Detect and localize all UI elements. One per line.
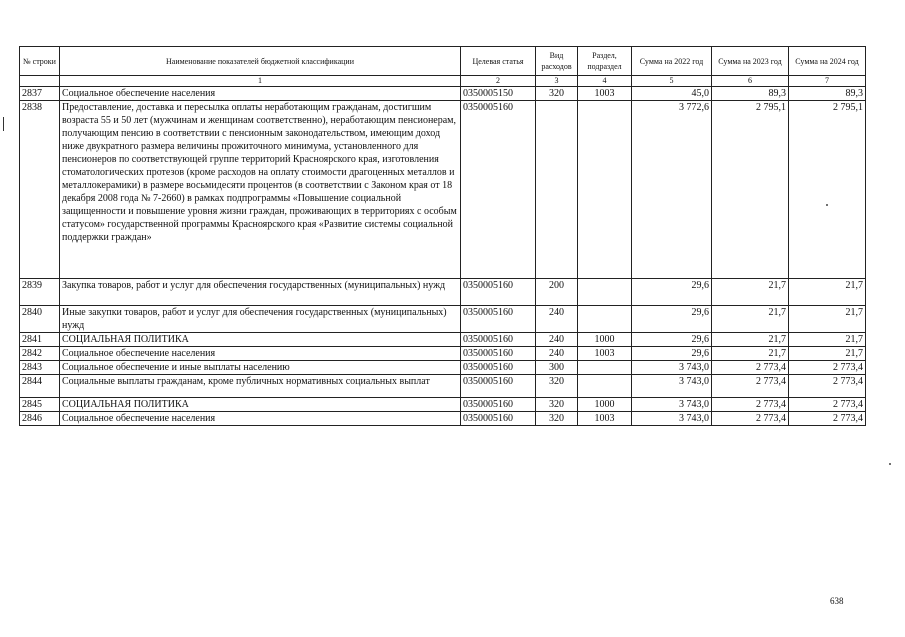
row-sum-2024: 21,7 bbox=[789, 306, 866, 333]
row-vid: 240 bbox=[536, 306, 578, 333]
row-razdel: 1003 bbox=[578, 412, 632, 426]
table-row bbox=[20, 412, 866, 426]
table-row bbox=[20, 361, 866, 375]
row-number: 2845 bbox=[20, 398, 60, 412]
row-article: 0350005160 bbox=[461, 398, 536, 412]
row-sum-2023: 2 773,4 bbox=[712, 412, 789, 426]
colnum: 3 bbox=[536, 76, 578, 87]
row-sum-2023: 21,7 bbox=[712, 279, 789, 306]
row-article: 0350005160 bbox=[461, 306, 536, 333]
header-row-no: № строки bbox=[20, 47, 60, 76]
row-sum-2024: 2 773,4 bbox=[789, 398, 866, 412]
row-article: 0350005160 bbox=[461, 412, 536, 426]
row-razdel bbox=[578, 361, 632, 375]
row-sum-2022: 29,6 bbox=[632, 279, 712, 306]
header-sum-2023: Сумма на 2023 год bbox=[712, 47, 789, 76]
colnum: 5 bbox=[632, 76, 712, 87]
header-expense-type: Вид расходов bbox=[536, 47, 578, 76]
colnum: 7 bbox=[789, 76, 866, 87]
row-sum-2024: 2 795,1 bbox=[789, 101, 866, 279]
table-row bbox=[20, 398, 866, 412]
row-razdel: 1000 bbox=[578, 333, 632, 347]
row-article: 0350005150 bbox=[461, 87, 536, 101]
row-sum-2024: 21,7 bbox=[789, 347, 866, 361]
row-sum-2023: 21,7 bbox=[712, 347, 789, 361]
row-razdel: 1003 bbox=[578, 87, 632, 101]
row-article: 0350005160 bbox=[461, 101, 536, 279]
row-sum-2023: 2 773,4 bbox=[712, 361, 789, 375]
table-row bbox=[20, 333, 866, 347]
row-sum-2022: 3 743,0 bbox=[632, 361, 712, 375]
row-number: 2842 bbox=[20, 347, 60, 361]
row-razdel bbox=[578, 101, 632, 279]
row-sum-2023: 2 795,1 bbox=[712, 101, 789, 279]
row-sum-2023: 21,7 bbox=[712, 333, 789, 347]
row-razdel: 1003 bbox=[578, 347, 632, 361]
row-article: 0350005160 bbox=[461, 333, 536, 347]
row-sum-2024: 89,3 bbox=[789, 87, 866, 101]
row-name: Социальное обеспечение населения bbox=[60, 347, 461, 361]
page-number: 638 bbox=[830, 596, 844, 606]
header-name: Наименование показателей бюджетной классификации bbox=[60, 47, 461, 76]
row-number: 2839 bbox=[20, 279, 60, 306]
colnum: 1 bbox=[60, 76, 461, 87]
row-vid: 320 bbox=[536, 398, 578, 412]
row-name: Иные закупки товаров, работ и услуг для обеспечения государственных (муниципальных) нужд bbox=[60, 306, 461, 333]
row-number: 2838 bbox=[20, 101, 60, 279]
row-name: Социальное обеспечение и иные выплаты населению bbox=[60, 361, 461, 375]
row-vid: 320 bbox=[536, 87, 578, 101]
row-sum-2022: 3 743,0 bbox=[632, 375, 712, 398]
row-number: 2837 bbox=[20, 87, 60, 101]
row-number: 2843 bbox=[20, 361, 60, 375]
row-article: 0350005160 bbox=[461, 347, 536, 361]
row-sum-2023: 2 773,4 bbox=[712, 398, 789, 412]
row-article: 0350005160 bbox=[461, 375, 536, 398]
row-vid: 240 bbox=[536, 347, 578, 361]
header-target-article: Целевая статья bbox=[461, 47, 536, 76]
row-name: Предоставление, доставка и пересылка оплаты неработающим гражданам, достигшим возраста 55 и 50 лет (мужчинам и женщинам соответственно), неработающим пенсионерам, получающим пенсию в соответствии с пенсионным законодательством, имеющим доход ниже двукратного размера величины прожиточного минимума, установленного для пенсионеров по соответствующей группе территорий Красноярского края, изготовления стоматологических протезов (кроме расходов на оплату стоимости драгоценных металлов и металлокерамики) в размере восьмидесяти процентов (в соответствии с Законом края от 18 декабря 2008 года № 7-2660) в рамках подпрограммы «Повышение социальной защищенности и повышение уровня жизни граждан, проживающих в территориях с особым статусом» государственной программы Красноярского края «Развитие системы социальной поддержки граждан» bbox=[60, 101, 461, 279]
row-sum-2024: 2 773,4 bbox=[789, 361, 866, 375]
table-row bbox=[20, 347, 866, 361]
header-sum-2022: Сумма на 2022 год bbox=[632, 47, 712, 76]
margin-mark bbox=[3, 117, 4, 131]
row-vid bbox=[536, 101, 578, 279]
row-sum-2023: 2 773,4 bbox=[712, 375, 789, 398]
row-name: СОЦИАЛЬНАЯ ПОЛИТИКА bbox=[60, 398, 461, 412]
row-razdel bbox=[578, 375, 632, 398]
row-number: 2841 bbox=[20, 333, 60, 347]
colnum: 2 bbox=[461, 76, 536, 87]
row-article: 0350005160 bbox=[461, 361, 536, 375]
row-vid: 240 bbox=[536, 333, 578, 347]
budget-table bbox=[19, 46, 866, 426]
row-article: 0350005160 bbox=[461, 279, 536, 306]
row-sum-2024: 2 773,4 bbox=[789, 375, 866, 398]
table-row bbox=[20, 375, 866, 398]
row-name: Социальное обеспечение населения bbox=[60, 87, 461, 101]
row-razdel bbox=[578, 306, 632, 333]
row-razdel: 1000 bbox=[578, 398, 632, 412]
row-vid: 320 bbox=[536, 375, 578, 398]
row-razdel bbox=[578, 279, 632, 306]
row-sum-2022: 29,6 bbox=[632, 333, 712, 347]
row-sum-2024: 2 773,4 bbox=[789, 412, 866, 426]
row-sum-2022: 3 772,6 bbox=[632, 101, 712, 279]
row-name: Социальное обеспечение населения bbox=[60, 412, 461, 426]
table-row bbox=[20, 87, 866, 101]
header-sum-2024: Сумма на 2024 год bbox=[789, 47, 866, 76]
row-vid: 200 bbox=[536, 279, 578, 306]
row-sum-2022: 29,6 bbox=[632, 306, 712, 333]
row-sum-2023: 89,3 bbox=[712, 87, 789, 101]
table-row bbox=[20, 306, 866, 333]
row-sum-2022: 45,0 bbox=[632, 87, 712, 101]
row-sum-2022: 29,6 bbox=[632, 347, 712, 361]
row-sum-2024: 21,7 bbox=[789, 333, 866, 347]
row-name: Закупка товаров, работ и услуг для обеспечения государственных (муниципальных) нужд bbox=[60, 279, 461, 306]
row-number: 2846 bbox=[20, 412, 60, 426]
colnum: 4 bbox=[578, 76, 632, 87]
row-number: 2840 bbox=[20, 306, 60, 333]
row-sum-2023: 21,7 bbox=[712, 306, 789, 333]
colnum bbox=[20, 76, 60, 87]
row-number: 2844 bbox=[20, 375, 60, 398]
row-sum-2022: 3 743,0 bbox=[632, 398, 712, 412]
column-number-row bbox=[20, 76, 866, 87]
table-row bbox=[20, 279, 866, 306]
table-row bbox=[20, 101, 866, 279]
row-sum-2022: 3 743,0 bbox=[632, 412, 712, 426]
row-name: СОЦИАЛЬНАЯ ПОЛИТИКА bbox=[60, 333, 461, 347]
row-sum-2024: 21,7 bbox=[789, 279, 866, 306]
scan-speck bbox=[826, 204, 828, 206]
row-vid: 320 bbox=[536, 412, 578, 426]
scan-speck bbox=[889, 463, 891, 465]
colnum: 6 bbox=[712, 76, 789, 87]
row-name: Социальные выплаты гражданам, кроме публичных нормативных социальных выплат bbox=[60, 375, 461, 398]
table-header-row bbox=[20, 47, 866, 76]
row-vid: 300 bbox=[536, 361, 578, 375]
header-section: Раздел, подраздел bbox=[578, 47, 632, 76]
